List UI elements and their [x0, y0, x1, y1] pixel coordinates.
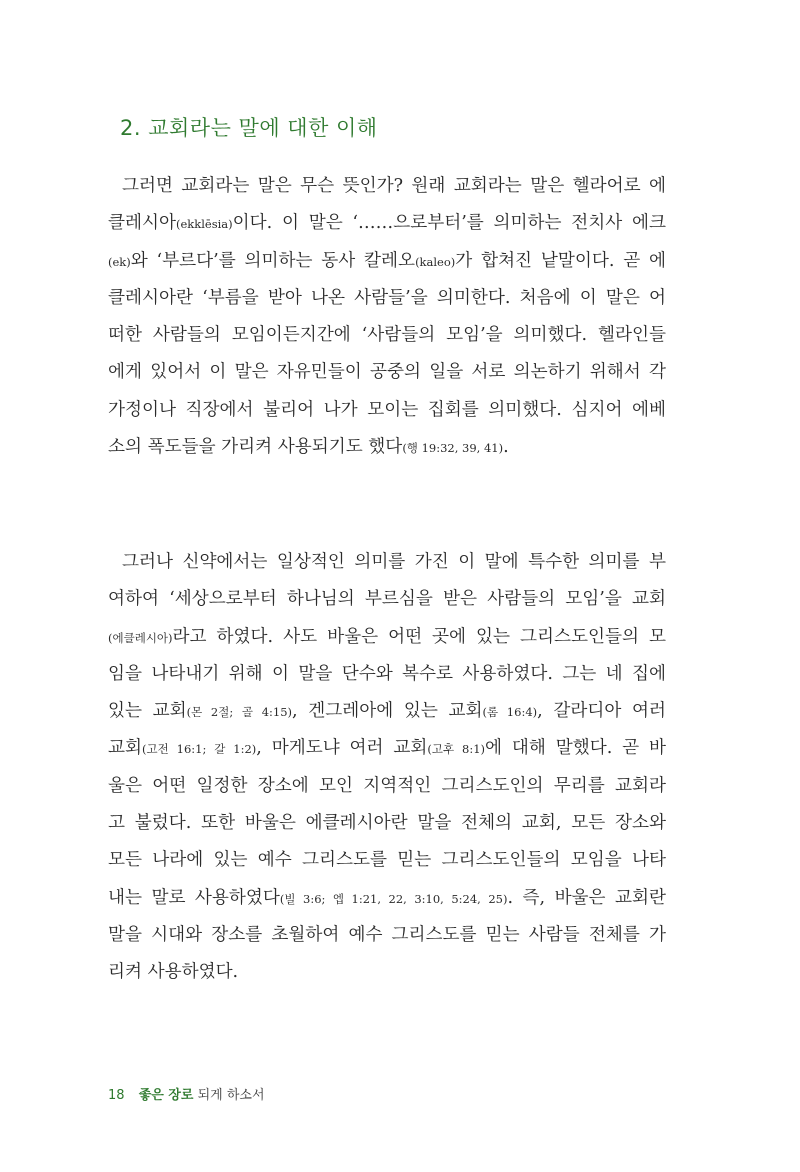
text-run: 에 대해 말했다. 곧 바: [485, 738, 666, 759]
text-run: 있는 교회: [108, 701, 187, 722]
text-run: 와 ‘부르다’를 의미하는 동사 칼레오: [130, 250, 416, 271]
text-line: [108, 168, 666, 205]
text-run: , 겐그레아에 있는 교회: [292, 701, 483, 722]
text-run: 내는 말로 사용하였다: [108, 887, 280, 908]
text-run: 소의 폭도들을 가리켜 사용되기도 했다: [108, 437, 403, 458]
text-run: 그러면 교회라는 말은 무슨 뜻인가? 원래 교회라는 말은 헬라어로 에: [122, 176, 666, 196]
text-line: [108, 317, 666, 354]
text-line: [108, 730, 666, 767]
text-run: 울은 어떤 일정한 장소에 모인 지역적인 그리스도인의 무리를 교회라: [108, 775, 666, 796]
text-line: [108, 581, 666, 618]
text-run: , 마게도냐 여러 교회: [256, 738, 428, 759]
text-line: [108, 917, 666, 954]
text-line: [108, 205, 666, 242]
text-run: .: [503, 437, 509, 458]
text-line: [108, 656, 666, 693]
text-run: 모든 나라에 있는 예수 그리스도를 믿는 그리스도인들의 모임을 나타: [108, 850, 666, 871]
text-run: 교회: [108, 738, 142, 759]
book-title-rest: 되게 하소서: [193, 1088, 265, 1103]
text-run: 말을 시대와 장소를 초월하여 예수 그리스도를 믿는 사람들 전체를 가: [108, 924, 666, 945]
reference-note: (롬 16:4): [482, 705, 538, 720]
book-title-bold: 좋은 장로: [138, 1088, 194, 1103]
text-run: 여하여 ‘세상으로부터 하나님의 부르심을 받은 사람들의 모임’을 교회: [108, 589, 666, 610]
paragraph-1: [108, 168, 666, 466]
text-line: [108, 392, 666, 429]
text-line: [108, 354, 666, 391]
reference-note: (kaleo): [415, 254, 456, 269]
text-run: 임을 나타내기 위해 이 말을 단수와 복수로 사용하였다. 그는 네 집에: [108, 663, 666, 684]
text-run: , 갈라디아 여러: [537, 701, 666, 722]
text-run: 리켜 사용하였다.: [108, 962, 239, 983]
text-run: 고 불렀다. 또한 바울은 에클레시아란 말을 전체의 교회, 모든 장소와: [108, 813, 666, 834]
reference-note: (몬 2절; 골 4:15): [186, 705, 293, 720]
text-run: 클레시아: [108, 213, 176, 234]
reference-note: (빌 3:6; 엡 1:21, 22, 3:10, 5:24, 25): [279, 891, 508, 906]
text-line: [108, 429, 666, 466]
text-line: [108, 280, 666, 317]
text-line: [108, 954, 666, 991]
text-line: [108, 768, 666, 805]
text-line: [108, 880, 666, 917]
text-run: . 즉, 바울은 교회란: [507, 887, 666, 908]
text-run: 클레시아란 ‘부름을 받아 나온 사람들’을 의미한다. 처음에 이 말은 어: [108, 287, 666, 308]
text-run: 이다. 이 말은 ‘……으로부터’를 의미하는 전치사 에크: [232, 213, 666, 234]
text-line: [108, 243, 666, 280]
paragraph-2: [108, 544, 666, 992]
text-line: [108, 842, 666, 879]
reference-note: (ek): [108, 254, 131, 269]
reference-note: (고후 8:1): [427, 742, 486, 757]
reference-note: (에클레시아): [108, 630, 173, 645]
text-run: 에게 있어서 이 말은 자유민들이 공중의 일을 서로 의논하기 위해서 각: [108, 362, 666, 383]
text-line: [108, 544, 666, 581]
text-run: 떠한 사람들의 모임이든지간에 ‘사람들의 모임’을 의미했다. 헬라인들: [108, 325, 666, 346]
reference-note: (고전 16:1; 갈 1:2): [142, 742, 257, 757]
text-run: 가 합쳐진 낱말이다. 곧 에: [455, 250, 667, 271]
text-line: [108, 619, 666, 656]
page-footer: [108, 1084, 265, 1103]
text-line: [108, 805, 666, 842]
reference-note: (행 19:32, 39, 41): [402, 441, 504, 456]
text-run: 라고 하였다. 사도 바울은 어떤 곳에 있는 그리스도인들의 모: [172, 626, 666, 647]
text-run: 그러나 신약에서는 일상적인 의미를 가진 이 말에 특수한 의미를 부: [122, 552, 666, 572]
text-line: [108, 693, 666, 730]
text-run: 가정이나 직장에서 불리어 나가 모이는 집회를 의미했다. 심지어 에베: [108, 399, 666, 420]
section-heading: 2. 교회라는 말에 대한 이해: [120, 116, 378, 140]
page-number: 18: [108, 1088, 125, 1103]
reference-note: (ekklēsia): [175, 217, 233, 232]
